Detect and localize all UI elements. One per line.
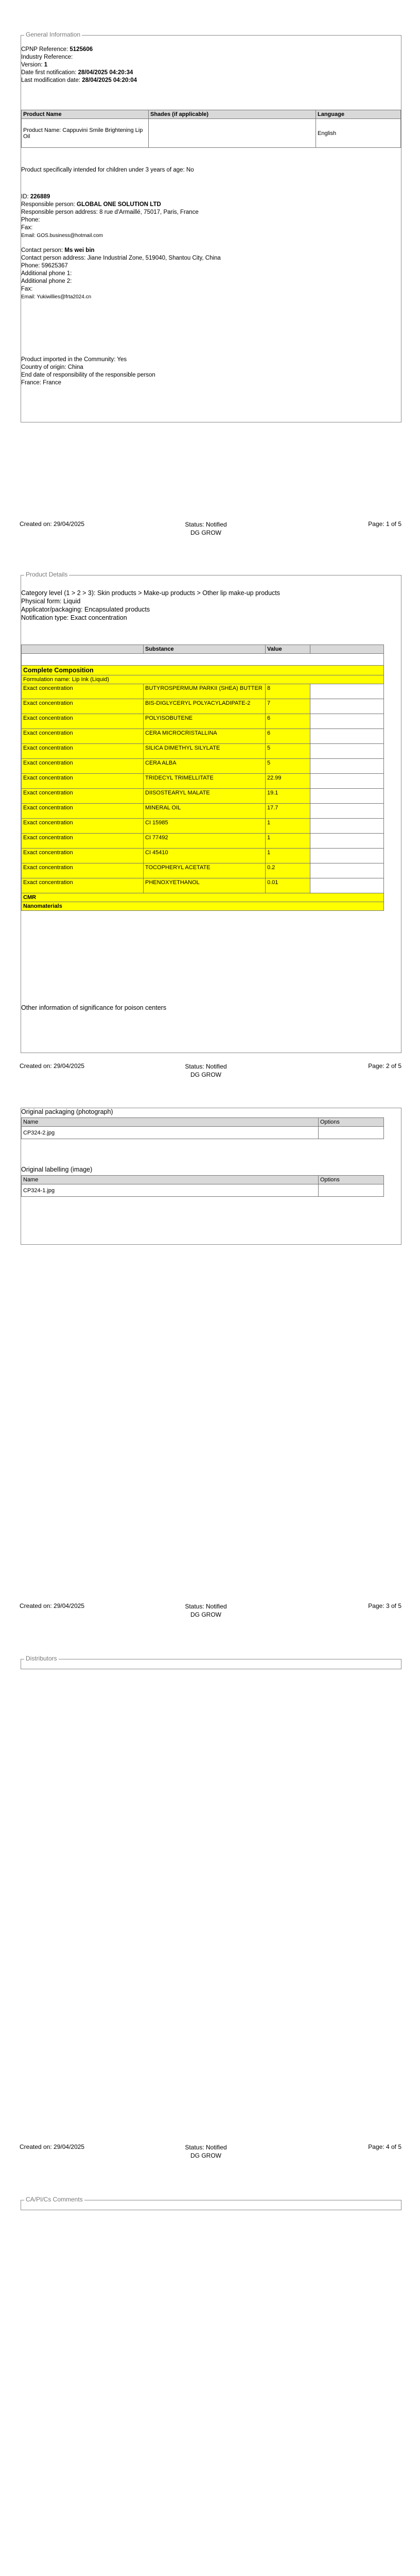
product-details-legend: Product Details (24, 571, 69, 578)
footer-page-1 (0, 520, 420, 541)
composition-extra (310, 684, 384, 699)
poison-centers-info: Other information of significance for poison centers (21, 1004, 167, 1011)
composition-value: 6 (266, 729, 310, 744)
composition-row (22, 878, 384, 893)
contact-person-address: Contact person address: Jiane Industrial Zone, 519040, Shantou City, China (21, 255, 221, 261)
composition-type: Exact concentration (22, 729, 144, 744)
comp-header-extra (310, 645, 384, 654)
footer-created: Created on: 29/04/2025 (20, 1602, 85, 1609)
composition-type: Exact concentration (22, 684, 144, 699)
composition-type: Exact concentration (22, 849, 144, 863)
cp-email: Email: Yukiwillies@frta2024.cn (21, 294, 92, 300)
labelling-header-name: Name (22, 1176, 319, 1184)
footer-created: Created on: 29/04/2025 (20, 1062, 85, 1070)
composition-row (22, 699, 384, 714)
composition-extra (310, 699, 384, 714)
responsible-person-address: Responsible person address: 8 rue d'Armaillé, 75017, Paris, France (21, 209, 199, 215)
composition-value: 0.2 (266, 863, 310, 878)
composition-row (22, 804, 384, 819)
applicator-packaging: Applicator/packaging: Encapsulated products (21, 606, 150, 613)
product-name-cell: Product Name: Cappuvini Smile Brightening Lip Oil (22, 119, 149, 148)
children-statement: Product specifically intended for children under 3 years of age: No (21, 167, 194, 173)
composition-substance: CI 77492 (144, 834, 266, 849)
date-first-notification: Date first notification: 28/04/2025 04:20:34 (21, 70, 133, 76)
composition-type: Exact concentration (22, 744, 144, 759)
composition-rows (22, 684, 384, 893)
rp-id: ID: 226889 (21, 194, 50, 200)
composition-extra (310, 849, 384, 863)
composition-substance: SILICA DIMETHYL SILYLATE (144, 744, 266, 759)
composition-substance: CI 45410 (144, 849, 266, 863)
general-information-legend: General Information (24, 31, 82, 38)
packaging-file-name: CP324-2.jpg (22, 1127, 319, 1139)
composition-substance: CI 15985 (144, 819, 266, 834)
footer-status: Status: Notified DG GROW (185, 1063, 227, 1078)
comp-header-type (22, 645, 144, 654)
composition-value: 5 (266, 759, 310, 774)
composition-type: Exact concentration (22, 863, 144, 878)
composition-value: 17.7 (266, 804, 310, 819)
composition-extra (310, 744, 384, 759)
composition-substance: PHENOXYETHANOL (144, 878, 266, 893)
packaging-table (21, 1117, 384, 1139)
composition-extra (310, 774, 384, 789)
spacer-row (22, 654, 384, 666)
composition-row (22, 714, 384, 729)
nanomaterials-row: Nanomaterials (22, 902, 384, 911)
category-level: Category level (1 > 2 > 3): Skin products > Make-up products > Other lip make-up products (21, 589, 281, 597)
composition-substance: BUTYROSPERMUM PARKII (SHEA) BUTTER (144, 684, 266, 699)
composition-extra (310, 759, 384, 774)
comp-header-value: Value (266, 645, 310, 654)
version: Version: 1 (21, 62, 48, 68)
composition-value: 1 (266, 849, 310, 863)
composition-row (22, 849, 384, 863)
product-name-table (21, 110, 401, 148)
composition-substance: CERA ALBA (144, 759, 266, 774)
footer-page-3 (0, 1602, 420, 1623)
footer-page-number: Page: 3 of 5 (368, 1602, 401, 1609)
last-modification-date: Last modification date: 28/04/2025 04:20:04 (21, 77, 137, 83)
distributors-section (21, 1655, 401, 1669)
cp-additional-phone-2: Additional phone 2: (21, 278, 72, 284)
composition-row (22, 774, 384, 789)
footer-page-4 (0, 2143, 420, 2164)
composition-extra (310, 863, 384, 878)
composition-substance: TOCOPHERYL ACETATE (144, 863, 266, 878)
rp-fax: Fax: (21, 225, 33, 231)
composition-substance: CERA MICROCRISTALLINA (144, 729, 266, 744)
composition-row (22, 789, 384, 804)
composition-extra (310, 834, 384, 849)
footer-status: Status: Notified DG GROW (185, 1603, 227, 1618)
labelling-file-name: CP324-1.jpg (22, 1184, 319, 1197)
composition-extra (310, 804, 384, 819)
packaging-header-options: Options (319, 1118, 384, 1127)
composition-value: 1 (266, 819, 310, 834)
composition-row (22, 759, 384, 774)
composition-row (22, 744, 384, 759)
composition-type: Exact concentration (22, 819, 144, 834)
composition-type: Exact concentration (22, 834, 144, 849)
composition-extra (310, 819, 384, 834)
composition-type: Exact concentration (22, 759, 144, 774)
distributors-legend: Distributors (24, 1655, 59, 1662)
footer-created: Created on: 29/04/2025 (20, 2143, 85, 2150)
country-of-origin: Country of origin: China (21, 364, 83, 370)
responsible-person: Responsible person: GLOBAL ONE SOLUTION LTD (21, 201, 161, 208)
comp-header-substance: Substance (144, 645, 266, 654)
composition-substance: POLYISOBUTENE (144, 714, 266, 729)
product-details-section (21, 571, 401, 1053)
composition-type: Exact concentration (22, 878, 144, 893)
packaging-header-name: Name (22, 1118, 319, 1127)
original-labelling-title: Original labelling (image) (21, 1166, 93, 1173)
imported-statement: Product imported in the Community: Yes (21, 357, 127, 363)
rp-phone: Phone: (21, 217, 40, 223)
composition-value: 7 (266, 699, 310, 714)
shades-cell (149, 119, 316, 148)
cp-additional-phone-1: Additional phone 1: (21, 270, 72, 277)
composition-row (22, 729, 384, 744)
labelling-table (21, 1175, 384, 1197)
footer-created: Created on: 29/04/2025 (20, 520, 85, 528)
footer-status: Status: Notified DG GROW (185, 2144, 227, 2159)
composition-extra (310, 789, 384, 804)
footer-page-number: Page: 1 of 5 (368, 520, 401, 528)
composition-value: 1 (266, 834, 310, 849)
composition-value: 19.1 (266, 789, 310, 804)
composition-value: 6 (266, 714, 310, 729)
labelling-options (319, 1184, 384, 1197)
composition-table (21, 645, 384, 911)
composition-type: Exact concentration (22, 789, 144, 804)
cmr-row: CMR (22, 893, 384, 902)
language-cell: English (316, 119, 401, 148)
original-packaging-title: Original packaging (photograph) (21, 1108, 113, 1115)
cp-fax: Fax: (21, 286, 33, 292)
composition-row (22, 834, 384, 849)
footer-status: Status: Notified DG GROW (185, 521, 227, 536)
cpnp-reference: CPNP Reference: 5125606 (21, 46, 93, 53)
cp-phone: Phone: 59625367 (21, 263, 68, 269)
france-entry: France: France (21, 380, 61, 386)
formulation-name: Formulation name: Lip Ink (Liquid) (22, 675, 384, 684)
comments-legend: CA/PI/Cs Comments (24, 2196, 84, 2203)
header-product-name: Product Name (22, 110, 149, 119)
composition-row (22, 684, 384, 699)
industry-reference: Industry Reference: (21, 54, 73, 60)
footer-page-number: Page: 2 of 5 (368, 1062, 401, 1070)
composition-value: 8 (266, 684, 310, 699)
packaging-options (319, 1127, 384, 1139)
composition-substance: DIISOSTEARYL MALATE (144, 789, 266, 804)
packaging-section (21, 1108, 401, 1245)
physical-form: Physical form: Liquid (21, 598, 81, 605)
composition-row (22, 819, 384, 834)
footer-page-2 (0, 1062, 420, 1083)
notification-type: Notification type: Exact concentration (21, 614, 127, 621)
composition-extra (310, 878, 384, 893)
contact-person: Contact person: Ms wei bin (21, 247, 95, 253)
composition-substance: BIS-DIGLYCERYL POLYACYLADIPATE-2 (144, 699, 266, 714)
composition-type: Exact concentration (22, 699, 144, 714)
complete-composition: Complete Composition (22, 666, 384, 675)
composition-extra (310, 729, 384, 744)
composition-extra (310, 714, 384, 729)
header-shades: Shades (if applicable) (149, 110, 316, 119)
header-language: Language (316, 110, 401, 119)
composition-row (22, 863, 384, 878)
end-date-responsibility: End date of responsibility of the responsible person (21, 372, 155, 378)
composition-type: Exact concentration (22, 804, 144, 819)
composition-substance: TRIDECYL TRIMELLITATE (144, 774, 266, 789)
composition-substance: MINERAL OIL (144, 804, 266, 819)
footer-page-number: Page: 4 of 5 (368, 2143, 401, 2150)
composition-type: Exact concentration (22, 714, 144, 729)
general-information-section (21, 31, 401, 422)
composition-value: 0.01 (266, 878, 310, 893)
composition-value: 22.99 (266, 774, 310, 789)
composition-type: Exact concentration (22, 774, 144, 789)
labelling-header-options: Options (319, 1176, 384, 1184)
comments-section (21, 2196, 401, 2210)
rp-email: Email: GOS.business@hotmail.com (21, 233, 103, 239)
composition-value: 5 (266, 744, 310, 759)
